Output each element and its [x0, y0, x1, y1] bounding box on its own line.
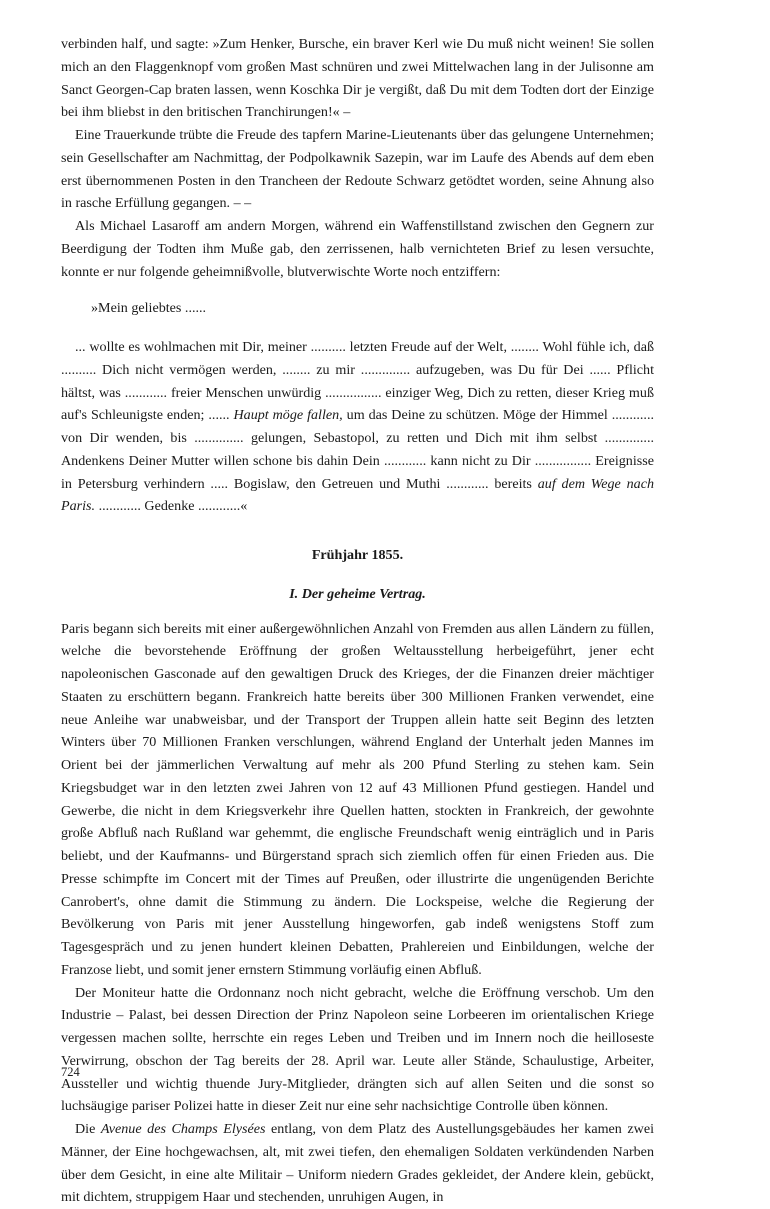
letter-fragment — [61, 336, 654, 518]
chapter-paragraph-1: Paris begann sich bereits mit einer außergewöhnlichen Anzahl von Fremden aus allen Ländern zu füllen, welche die bevorstehende Eröffnung der großen Weltausstellung herbeigeführt, jener echt napoleonischen Gasconade auf den gewaltigen Druck des Krieges, der die Finanzen dreier mächtiger Staaten zu erschüttern begann. Frankreich hatte bereits über 300 Millionen Franken verwendet, eine neue Anleihe war unabweisbar, und der Transport der Truppen allein hatte seit Beginn des letzten Winters über 70 Millionen Franken verschlungen, während England der Unterhalt jeden Mannes im Orient bei der jämmerlichen Verwaltung auf mehr als 200 Pfund Sterling zu stehen kam. Sein Kriegsbudget war in den letzten zwei Jahren von 12 auf 43 Millionen Pfund gestiegen. Handel und Gewerbe, die nicht in dem Kriegsverkehr ihre Quellen hatten, stockten in Frankreich, der gewohnte große Abfluß nach Rußland war gehemmt, die englische Freundschaft wenig einträglich und in Paris beliebt, und der Kaufmanns- und Bürgerstand sprach sich ziemlich offen für einen Frieden aus. Die Presse schimpfte im Concert mit der Times auf Preußen, oder illustrirte die ungenügenden Berichte Canrobert's, ohne damit die Stimmung zu ändern. Die Lockspeise, welche die Regierung der Bevölkerung von Paris mit jener Ausstellung hingeworfen, gab indeß wenigstens Stoff zum Tagesgespräch und zu jenen hundert kleinen Debatten, Prahlereien und Einbildungen, welche der Franzose liebt, und somit jener ernstern Stimmung vorläufig einen Abfluß. — [61, 620, 654, 978]
chapter-title: I. Der geheime Vertrag. — [289, 585, 426, 602]
chapter-paragraph-3-lead: Die — [75, 1121, 101, 1137]
letter-italic-haupt: Haupt möge fallen, — [233, 407, 343, 424]
section-title: Frühjahr 1855. — [311, 547, 404, 563]
letter-text-part1: ... wollte es wohlmachen mit Dir, meiner .......... letzten Freude auf der Welt, ........ Wohl fühle ich, daß .......... Dich nicht vermögen werden, ........ zu mir .............. aufzugeben, was Du für Dei ...... Pflicht hältst, was ............ freier Menschen unwürdig ................ einziger Weg, Dich zu retten, dieser Krieg muß auf's Schleunigste enden; ...... — [61, 339, 654, 424]
chapter-paragraph-3 — [61, 1118, 654, 1209]
letter-text-part2: um das Deine zu schützen. Möge der Himmel ............ von Dir wenden, bis .............. gelungen, Sebastopol, zu retten und Dich mit ihm selbst .............. Andenkens Deiner Mutter willen schone bis dahin Dein ............ kann nicht zu Dir ................ Ereignisse in Petersburg verhindern ..... Bogislaw, den Getreuen und Muthi ............ bereits — [61, 407, 654, 492]
letter-italic-paris: auf dem Wege nach Paris. — [61, 475, 654, 515]
chapter-paragraph-3-rest: entlang, von dem Platz des Austellungsgebäudes her kamen zwei Männer, der Eine hochgewachsen, alt, mit zwei tiefen, den ehemaligen Soldaten verkündenden Narben über dem Gesicht, in eine alte Militair – Uniform niedern Grades gekleidet, der Andere klein, gebückt, mit dichtem, struppigem Haar und stechenden, unruhigen Augen, in — [61, 1121, 654, 1206]
paragraph-lasaroff: Als Michael Lasaroff am andern Morgen, während ein Waffenstillstand zwischen den Gegnern zur Beerdigung der Todten ihm Muße gab, den zerrissenen, halb vernichteten Brief zu lesen versuchte, konnte er nur folgende geheimnißvolle, blutverwischte Worte noch entziffern: — [61, 218, 654, 280]
letter-salutation: »Mein geliebtes ...... — [91, 300, 207, 317]
page-number: 724 — [61, 1065, 80, 1079]
champs-elysees-italic: Avenue des Champs Elysées — [100, 1121, 266, 1137]
letter-text-part3: ............ Gedenke ............« — [95, 498, 248, 515]
paragraph-opening: verbinden half, und sagte: »Zum Henker, Bursche, ein braver Kerl wie Du muß nicht weinen! Sie sollen mich an den Flaggenknopf vom großen Mast schnüren und zwei Mittelwachen lang in der Julisonne am Sanct Georgen-Cap braten lassen, wenn Koschka Dir je vergißt, daß Du mit dem Todten dort der Einzige bei ihm bliebst in den britischen Tranchirungen!« – — [61, 36, 654, 121]
paragraph-trauerkunde: Eine Trauerkunde trübte die Freude des tapfern Marine-Lieutenants über das gelungene Unternehmen; sein Gesellschafter am Nachmittag, der Podpolkawnik Sazepin, war im Laufe des Abends auf dem eben erst übernommenen Posten in den Trancheen der Redoute Schwarz getödtet worden, seine Ahnung also in rasche Erfüllung gegangen. – – — [61, 127, 654, 212]
chapter-paragraph-2: Der Moniteur hatte die Ordonnanz noch nicht gebracht, welche die Eröffnung verschob. Um den Industrie – Palast, bei dessen Direction der Prinz Napoleon seine Lorbeeren im orientalischen Kriege vergessen machen sollte, herrschte ein reges Leben und Treiben und im Innern noch die heilloseste Verwirrung, obschon der Tag bereits der 28. April war. Leute aller Stände, Schaulustige, Arbeiter, Aussteller und wichtig thuende Jury-Mitglieder, drängten sich auf allen Seiten und die sonst so luchsäugige pariser Polizei hatte in dieser Zeit nur eine sehr nachsichtige Controlle üben können. — [61, 984, 654, 1115]
